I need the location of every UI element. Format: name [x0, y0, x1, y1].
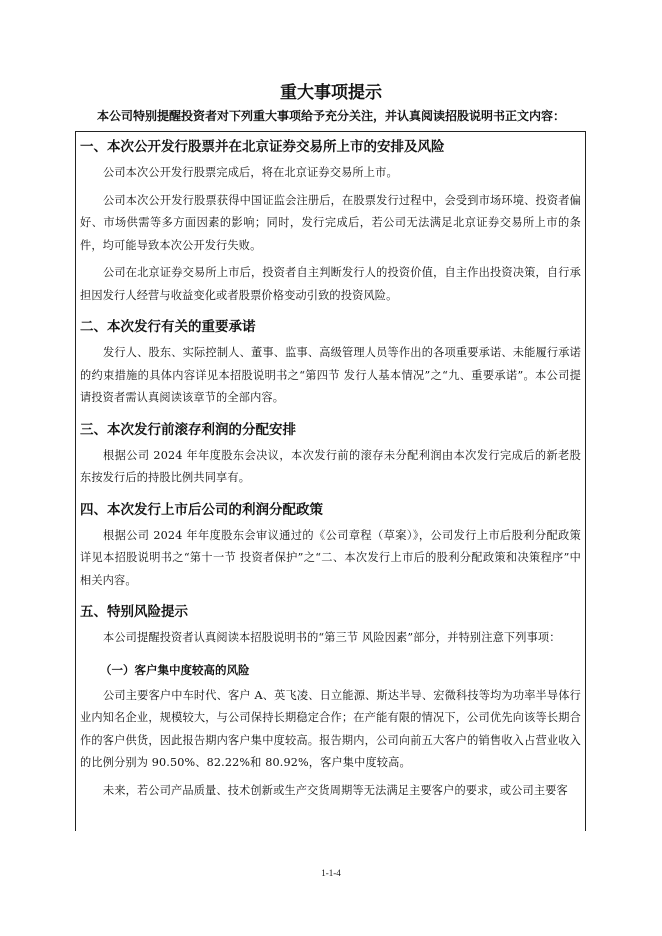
paragraph: 根据公司 2024 年年度股东会审议通过的《公司章程（草案）》，公司发行上市后股利分配政策详见本招股说明书之“第十一节 投资者保护”之“二、本次发行上市后的股利分配政策和决策程序”中相关内容。: [80, 528, 581, 587]
section-heading: 三、本次发行前滚存利润的分配安排: [80, 421, 296, 438]
section-heading: 一、本次公开发行股票并在北京证券交易所上市的安排及风险: [80, 139, 445, 155]
paragraph: 公司在北京证券交易所上市后，投资者自主判断发行人的投资价值，自主作出投资决策，自行承担因发行人经营与收益变化或者股票价格变动引致的投资风险。: [80, 266, 581, 302]
paragraph: 公司本次公开发行股票完成后，将在北京证券交易所上市。: [103, 166, 398, 179]
page-number: 1-1-4: [321, 868, 341, 878]
subsection-heading: （一）客户集中度较高的风险: [100, 662, 250, 677]
page-title: 重大事项提示: [280, 83, 382, 103]
notice-text: 本公司特别提醒投资者对下列重大事项给予充分关注，并认真阅读招股说明书正文内容：: [96, 109, 565, 123]
section-heading: 二、本次发行有关的重要承诺: [80, 319, 256, 335]
paragraph: 公司主要客户中车时代、客户 A、英飞凌、日立能源、斯达半导、宏微科技等均为功率半导体行业内知名企业，规模较大，与公司保持长期稳定合作；在产能有限的情况下，公司优先向该等长期合作的客户供货，因此报告期内客户集中度较高。报告期内，公司向前五大客户的销售收入占营业收入的比例分别为 90.50%、82.22%和 80.92%，客户集中度较高。: [80, 688, 581, 769]
section-heading: 五、特别风险提示: [80, 604, 188, 620]
paragraph: 公司本次公开发行股票获得中国证监会注册后，在股票发行过程中，会受到市场环境、投资者偏好、市场供需等多方面因素的影响；同时，发行完成后，若公司无法满足北京证券交易所上市的条件，均可能导致本次公开发行失败。: [80, 193, 581, 252]
paragraph: 根据公司 2024 年年度股东会决议，本次发行前的滚存未分配利润由本次发行完成后的新老股东按发行后的持股比例共同享有。: [80, 448, 581, 484]
paragraph: 本公司提醒投资者认真阅读本招股说明书的“第三节 风险因素”部分，并特别注意下列事项：: [103, 631, 561, 644]
content-body: [76, 132, 585, 802]
paragraph: 发行人、股东、实际控制人、董事、监事、高级管理人员等作出的各项重要承诺、未能履行承诺的约束措施的具体内容详见本招股说明书之“第四节 发行人基本情况”之“九、重要承诺”。本公司提请投资者需认真阅读该章节的全部内容。: [80, 346, 581, 404]
paragraph: 未来，若公司产品质量、技术创新或生产交货周期等无法满足主要客户的要求，或公司主要客: [103, 783, 568, 797]
content-box: [75, 131, 586, 831]
section-heading: 四、本次发行上市后公司的利润分配政策: [80, 501, 323, 518]
